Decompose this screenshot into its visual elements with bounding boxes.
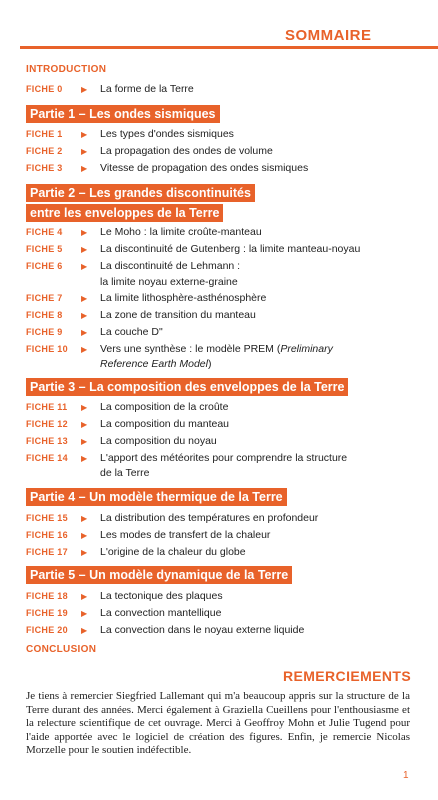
fiche-number: FICHE 19 [26,608,68,618]
fiche-number: FICHE 7 [26,293,63,303]
triangle-right-icon: ▶ [81,592,88,601]
triangle-right-icon: ▶ [81,311,88,320]
fiche-number: FICHE 17 [26,547,68,557]
triangle-right-icon: ▶ [81,85,88,94]
triangle-right-icon: ▶ [81,420,88,429]
page-number: 1 [403,770,409,781]
part-heading-2-line2: entre les enveloppes de la Terre [26,204,223,222]
toc-item-text: La convection dans le noyau externe liquide [100,624,305,636]
toc-item-text: La couche D" [100,326,163,338]
toc-item-text-italic: Preliminary [280,343,333,355]
toc-item-text [100,358,430,371]
triangle-right-icon: ▶ [81,548,88,557]
toc-item-text: la limite noyau externe-graine [100,276,238,288]
fiche-number: FICHE 4 [26,227,63,237]
fiche-number: FICHE 9 [26,327,63,337]
toc-item-text: de la Terre [100,467,150,479]
fiche-number: FICHE 0 [26,84,63,94]
toc-item-text: La forme de la Terre [100,83,194,95]
toc-item-text [100,343,430,356]
fiche-number: FICHE 3 [26,163,63,173]
toc-item-text: Vitesse de propagation des ondes sismiques [100,162,309,174]
toc-item-text: La distribution des températures en profondeur [100,512,319,524]
toc-item-text: Le Moho : la limite croûte-manteau [100,226,262,238]
toc-item-text: La tectonique des plaques [100,590,223,602]
fiche-number: FICHE 2 [26,146,63,156]
section-conclusion: CONCLUSION [26,644,97,655]
fiche-number: FICHE 11 [26,402,68,412]
toc-item-text: Les types d'ondes sismiques [100,128,234,140]
fiche-number: FICHE 15 [26,513,68,523]
toc-item-text: L'apport des météorites pour comprendre la structure [100,452,348,464]
triangle-right-icon: ▶ [81,228,88,237]
page-title: SOMMAIRE [285,27,372,44]
part-heading-1: Partie 1 – Les ondes sismiques [26,105,220,123]
fiche-number: FICHE 16 [26,530,68,540]
triangle-right-icon: ▶ [81,403,88,412]
toc-item-text: Les modes de transfert de la chaleur [100,529,271,541]
toc-item-text: La composition du noyau [100,435,217,447]
triangle-right-icon: ▶ [81,609,88,618]
fiche-number: FICHE 10 [26,344,68,354]
toc-item-text: La composition de la croûte [100,401,229,413]
toc-item-text: La discontinuité de Gutenberg : la limite manteau-noyau [100,243,361,255]
toc-item-text-end: ) [207,358,212,370]
part-heading-5: Partie 5 – Un modèle dynamique de la Terre [26,566,292,584]
fiche-number: FICHE 5 [26,244,63,254]
triangle-right-icon: ▶ [81,454,88,463]
fiche-number: FICHE 13 [26,436,68,446]
toc-item-text: La composition du manteau [100,418,229,430]
toc-item-text: L'origine de la chaleur du globe [100,546,246,558]
triangle-right-icon: ▶ [81,147,88,156]
fiche-number: FICHE 6 [26,261,63,271]
triangle-right-icon: ▶ [81,130,88,139]
triangle-right-icon: ▶ [81,531,88,540]
triangle-right-icon: ▶ [81,626,88,635]
triangle-right-icon: ▶ [81,345,88,354]
fiche-number: FICHE 12 [26,419,68,429]
triangle-right-icon: ▶ [81,294,88,303]
toc-item-text: La zone de transition du manteau [100,309,256,321]
triangle-right-icon: ▶ [81,328,88,337]
toc-item-text-italic: Reference Earth Model [100,358,208,370]
triangle-right-icon: ▶ [81,164,88,173]
fiche-number: FICHE 18 [26,591,68,601]
section-introduction: INTRODUCTION [26,64,107,75]
triangle-right-icon: ▶ [81,437,88,446]
fiche-number: FICHE 20 [26,625,68,635]
part-heading-2-line1: Partie 2 – Les grandes discontinuités [26,184,255,202]
toc-item-text: La discontinuité de Lehmann : [100,260,241,272]
triangle-right-icon: ▶ [81,514,88,523]
remerciements-body: Je tiens à remercier Siegfried Lallemant qui m'a beaucoup appris sur la structure de la Terre durant des années. Merci également à Graziella Cueillens pour l'enthousiasme et la relecture scientifique de cet ouvrage. Merci à Geoffroy Mohn et Julie Tugend pour l'aide apportée avec le logiciel de création des figures. Enfin, je remercie Nicolas Morzelle pour le soutien indéfectible. [26,690,410,756]
part-heading-4: Partie 4 – Un modèle thermique de la Terre [26,488,287,506]
triangle-right-icon: ▶ [81,262,88,271]
remerciements-title: REMERCIEMENTS [283,668,412,684]
toc-item-text: La propagation des ondes de volume [100,145,273,157]
fiche-number: FICHE 8 [26,310,63,320]
toc-item-text: La convection mantellique [100,607,222,619]
toc-item-text-start: Vers une synthèse : le modèle PREM ( [100,343,281,355]
fiche-number: FICHE 1 [26,129,63,139]
triangle-right-icon: ▶ [81,245,88,254]
fiche-number: FICHE 14 [26,453,68,463]
header-stripe [20,46,438,49]
part-heading-3: Partie 3 – La composition des enveloppes de la Terre [26,378,348,396]
toc-item-text: La limite lithosphère-asthénosphère [100,292,267,304]
